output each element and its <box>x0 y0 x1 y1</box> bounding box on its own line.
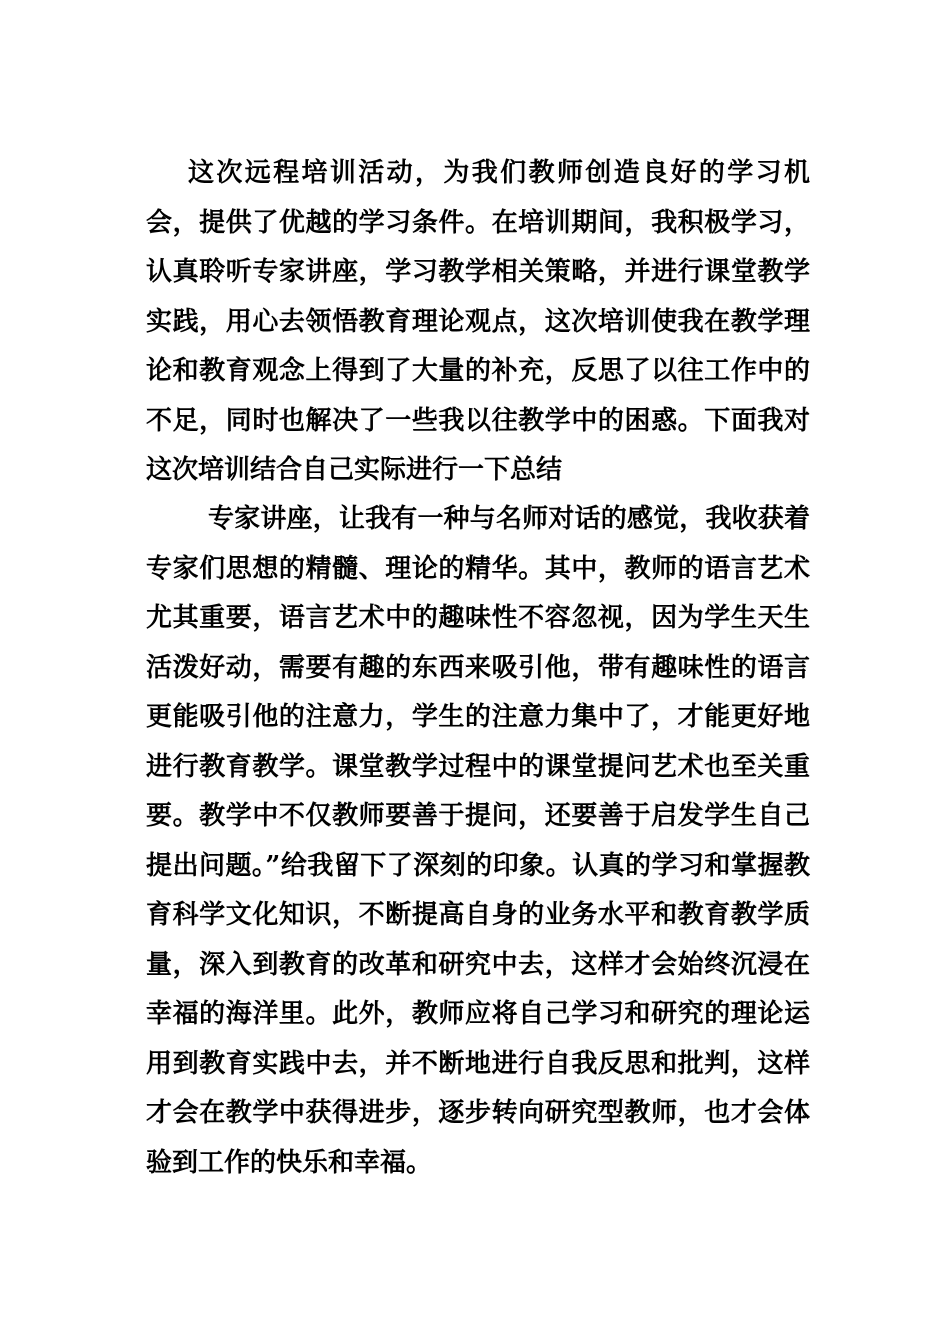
paragraph-expert-lectures: 专家讲座，让我有一种与名师对话的感觉，我收获着专家们思想的精髓、理论的精华。其中，教师的语言艺术尤其重要，语言艺术中的趣味性不容忽视，因为学生天生活泼好动，需要有趣的东西来吸引他，带有趣味性的语言更能吸引他的注意力，学生的注意力集中了，才能更好地进行教育教学。课堂教学过程中的课堂提问艺术也至关重要。教学中不仅教师要善于提问，还要善于启发学生自己提出问题。”给我留下了深刻的印象。认真的学习和掌握教育科学文化知识，不断提高自身的业务水平和教育教学质量，深入到教育的改革和研究中去，这样才会始终沉浸在幸福的海洋里。此外，教师应将自己学习和研究的理论运用到教育实践中去，并不断地进行自我反思和批判，这样才会在教学中获得进步，逐步转向研究型教师，也才会体验到工作的快乐和幸福。 <box>146 504 810 1178</box>
paragraph-training-summary: 这次远程培训活动，为我们教师创造良好的学习机会，提供了优越的学习条件。在培训期间，我积极学习，认真聆听专家讲座，学习教学相关策略，并进行课堂教学实践，用心去领悟教育理论观点，这次培训使我在教学理论和教育观念上得到了大量的补充，反思了以往工作中的不足，同时也解决了一些我以往教学中的困惑。下面我对这次培训结合自己实际进行一下总结 <box>146 158 810 485</box>
